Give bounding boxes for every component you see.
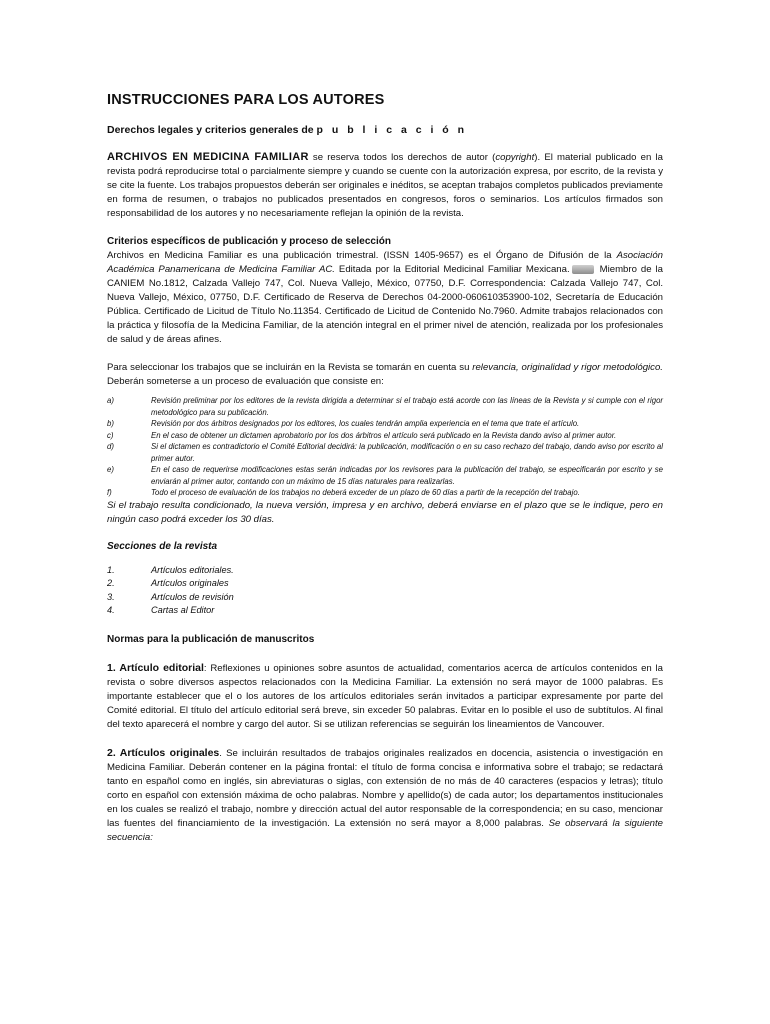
list-item-text: Revisión preliminar por los editores de la revista dirigida a determinar si el trabajo está acorde con las líneas de la Revista y si cumple con el rigor metodológico para su publicación. bbox=[151, 396, 663, 417]
list-item-text: Artículos editoriales. bbox=[151, 564, 234, 575]
copyright-paragraph bbox=[107, 150, 663, 221]
list-item-number: 4. bbox=[107, 605, 115, 615]
copyright-word: copyright bbox=[495, 152, 535, 163]
journal-name: ARCHIVOS EN MEDICINA FAMILIAR bbox=[107, 151, 309, 163]
legal-rights-heading bbox=[107, 124, 663, 136]
association-name: Asociación Académica Panamericana de Medicina Familiar AC. bbox=[107, 250, 663, 275]
list-item bbox=[107, 591, 663, 605]
sections-heading: Secciones de la revista bbox=[107, 540, 218, 552]
list-item bbox=[107, 464, 663, 487]
sections-list bbox=[107, 564, 663, 618]
list-item-text: Revisión por dos árbitros designados por los editores, los cuales tendrán amplia experiencia en el tema que trate el artículo. bbox=[151, 419, 580, 428]
list-item bbox=[107, 418, 663, 430]
criteria-heading: Criterios específicos de publicación y proceso de selección bbox=[107, 236, 391, 247]
list-item-text: Artículos de revisión bbox=[151, 591, 234, 602]
list-item-letter: d) bbox=[107, 442, 114, 451]
list-item-text: Si el dictamen es contradictorio el Comité Editorial decidirá: la publicación, modificación o en su caso rechazo del trabajo, dando aviso por escrito al primer autor. bbox=[151, 442, 663, 463]
legal-rights-heading-spaced: p u b l i c a c i ó n bbox=[316, 124, 468, 136]
list-item-text: En el caso de requerirse modificaciones estas serán indicadas por los revisores para la publicación del trabajo, se especificarán por escrito y se enviarán al primer autor, contando con un máximo de 15 días naturales para realizarlas. bbox=[151, 465, 663, 486]
copyright-text-b: ). El material publicado en la revista podrá reproducirse total o parcialmente siempre y cuando se cuente con la autorización expresa, por escrito, de la revista y se cite la fuente. Los trabajos propuestos deberán ser originales e inéditos, se aceptan trabajos completos publicados previamente en forma de resumen, o trabajos no publicados presentados en congresos, foros o seminarios. Los artículos firmados son responsabilidad de los autores y no necesariamente reflejan la opinión de la revista. bbox=[107, 152, 663, 219]
list-item-number: 1. bbox=[107, 564, 115, 575]
document-page bbox=[107, 92, 663, 845]
list-item bbox=[107, 430, 663, 442]
list-item bbox=[107, 564, 663, 578]
copyright-text-a: se reserva todos los derechos de autor ( bbox=[308, 152, 496, 163]
list-item-letter: b) bbox=[107, 419, 114, 428]
page-title: INSTRUCCIONES PARA LOS AUTORES bbox=[107, 92, 385, 108]
original-articles-paragraph bbox=[107, 746, 663, 845]
list-item-text: Artículos originales bbox=[151, 578, 229, 588]
criteria-text-a: Archivos en Medicina Familiar es una publicación trimestral. (ISSN 1405-9657) es el Órgano de Difusión de la bbox=[107, 250, 617, 261]
list-item bbox=[107, 441, 663, 464]
list-item bbox=[107, 604, 663, 618]
manuscript-norms-heading: Normas para la publicación de manuscritos bbox=[107, 633, 315, 645]
editorial-lead: 1. Artículo editorial bbox=[107, 661, 204, 674]
list-item-text: Todo el proceso de evaluación de los trabajos no deberá exceder de un plazo de 60 días a partir de la recepción del trabajo. bbox=[151, 488, 580, 497]
list-item bbox=[107, 577, 663, 591]
publisher-logo-icon bbox=[572, 265, 594, 274]
conditioned-note: Si el trabajo resulta condicionado, la nueva versión, impresa y en archivo, deberá enviarse en el plazo que se le indique, pero en ningún caso podrá exceder los 30 días. bbox=[107, 499, 663, 525]
criteria-text-c: Miembro de la CANIEM No.1812, Calzada Vallejo 747, Col. Nueva Vallejo, México, 07750, D.F. Correspondencia: Calzada Vallejo 747, Col. Nueva Vallejo, México, 07750, D.F. Certificado de Reserva de Derechos 04-2000-060610353900-102, Secretaría de Educación Pública. Certificado de Licitud de Título No.11354. Certificado de Licitud de Contenido No.7960. Admite trabajos relacionados con la práctica y filosofía de la Medicina Familiar, de la atención integral en el primer nivel de atención, realizada por los profesionales de salud y de áreas afines. bbox=[107, 264, 663, 345]
list-item-letter: e) bbox=[107, 465, 114, 474]
selection-text-a: Para seleccionar los trabajos que se incluirán en la Revista se tomarán en cuenta su bbox=[107, 362, 473, 373]
original-articles-text: . Se incluirán resultados de trabajos originales realizados en docencia, asistencia o investigación en Medicina Familiar. Deberán contener en la página frontal: el título de forma concisa e informativa sobre el trabajo; se redactará tanto en español como en inglés, sin abreviaturas o siglas, con extensión de no más de 40 caracteres (espacios y letras); título corto en español con extensión máxima de ocho palabras. Nombre y apellido(s) de cada autor; los departamentos institucionales en los cuales se realizó el trabajo, nombre y dirección actual del autor responsable de la correspondencia; en su caso, mencionar las fuentes del financiamiento de la investigación. La extensión no será mayor a 8,000 palabras. bbox=[107, 747, 663, 829]
legal-rights-heading-prefix: Derechos legales y criterios generales de bbox=[107, 124, 317, 136]
evaluation-steps-list bbox=[107, 395, 663, 499]
editorial-text: : Reflexiones u opiniones sobre asuntos de actualidad, comentarios acerca de artículos contenidos en la revista o sobre diversos aspectos relacionados con la Medicina Familiar. La extensión no será mayor de 1000 palabras. Es importante establecer que el o los autores de los artículos editoriales serán invitados a participar expresamente por parte del Comité editorial. El título del artículo editorial será breve, sin exceder 50 palabras. Evitar en lo posible el uso de subtítulos. Al final del texto aparecerá el nombre y cargo del autor. Si se utilizan referencias se seguirán los lineamientos de Vancouver. bbox=[107, 662, 663, 730]
list-item-text: Cartas al Editor bbox=[151, 605, 215, 615]
original-articles-lead: 2. Artículos originales bbox=[107, 746, 220, 759]
criteria-paragraph bbox=[107, 249, 663, 347]
list-item bbox=[107, 395, 663, 418]
selection-paragraph bbox=[107, 361, 663, 389]
editorial-paragraph bbox=[107, 661, 663, 732]
list-item-number: 3. bbox=[107, 591, 115, 602]
original-articles-sequence: Se observará la siguiente secuencia: bbox=[107, 817, 664, 843]
list-item-number: 2. bbox=[107, 578, 115, 588]
list-item bbox=[107, 487, 663, 499]
list-item-letter: c) bbox=[107, 430, 114, 440]
criteria-text-b: Editada por la Editorial Medicinal Familiar Mexicana. bbox=[334, 264, 570, 275]
list-item-letter: a) bbox=[107, 396, 114, 405]
selection-text-b: Deberán someterse a un proceso de evaluación que consiste en: bbox=[107, 376, 384, 387]
selection-criteria: relevancia, originalidad y rigor metodológico. bbox=[472, 362, 663, 373]
list-item-letter: f) bbox=[107, 488, 112, 497]
list-item-text: En el caso de obtener un dictamen aprobatorio por los dos árbitros el artículo será publicado en la Revista dando aviso al primer autor. bbox=[151, 430, 617, 440]
